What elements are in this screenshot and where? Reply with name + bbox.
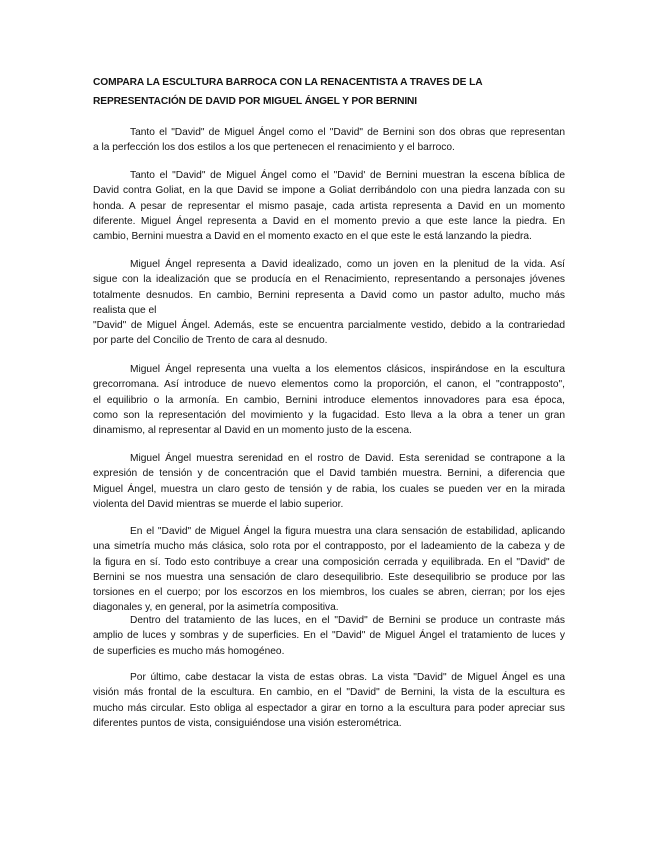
paragraph-line: diagonales y, en general, por la asimetría compositiva. [93,602,339,614]
paragraph-line: Tanto el "David" de Miguel Ángel como el "David" de Bernini son dos obras que representan [130,127,565,138]
paragraph-line: totalmente desnudos. En cambio, Bernini representa a David como un pastor adulto, mucho más [93,289,565,301]
paragraph-line: realista que el [93,304,157,316]
paragraph-line: una simetría mucho más clásica, solo rota por el contrapposto, por el ladeamiento de la cabeza y de [93,541,565,553]
paragraph-view [93,670,565,731]
paragraph-line: sigue con la idealización que se producía en el Renacimiento, representando a personajes jóvenes [93,274,565,286]
paragraph-idealization [93,257,565,349]
paragraph-intro [93,125,565,156]
paragraph-line: En el "David" de Miguel Ángel la figura muestra una clara sensación de estabilidad, aplicando [130,526,565,537]
paragraph-light [93,613,565,659]
paragraph-line: dinamismo, al representar al David en un momento justo de la escena. [93,425,412,437]
paragraph-line: torsiones en el cuerpo; por los escorzos en los miembros, los cuales se abren, cierran; por los ejes [93,587,565,599]
document-title: COMPARA LA ESCULTURA BARROCA CON LA RENACENTISTA A TRAVES DE LA REPRESENTACIÓN DE DAVID POR MIGUEL ÁNGEL Y POR BERNINI [93,77,483,107]
paragraph-line: Miguel Ángel muestra serenidad en el rostro de David. Esta serenidad se contrapone a la [130,453,565,464]
paragraph-line: Tanto el "David" de Miguel Ángel como el "David' de Bernini muestran la escena bíblica de [130,170,565,181]
paragraph-classical [93,362,565,438]
paragraph-line: de superficies es mucho más homogéneo. [93,645,285,657]
paragraph-line: diferentes puntos de vista, consiguiéndose una visión esterométrica. [93,717,402,729]
paragraph-line: David contra Goliat, en la que David se impone a Goliat derribándolo con una piedra lanzada con su [93,185,565,197]
paragraph-line: Dentro del tratamiento de las luces, en el "David" de Bernini se produce un contraste más [130,615,565,626]
paragraph-line: diferente. Miguel Ángel representa a David en el momento previo a que este lance la piedra. En [93,215,565,227]
paragraph-line: como son la representación del movimiento y la fugacidad. Esto lleva a la obra a tener un gran [93,409,565,421]
paragraph-line: violenta del David mientras se muerde el labio superior. [93,498,344,510]
paragraph-expression [93,451,565,512]
paragraph-line: grecorromana. Así introduce de nuevo elementos como la proporción, el canon, el "contrapposto", [93,379,565,391]
paragraph-scene [93,168,565,244]
paragraph-composition [93,524,565,616]
paragraph-line: Bernini se nos muestra una sensación de claro desequilibrio. Este desequilibrio se produce por las [93,571,565,583]
paragraph-line: expresión de tensión y de concentración que el David también muestra. Bernini, a diferencia que [93,468,565,480]
paragraph-line: Miguel Ángel representa a David idealizado, como un joven en la plenitud de la vida. Así [130,259,565,270]
paragraph-line: el equilibrio o la armonía. En cambio, Bernini introduce elementos innovadores para esa época, [93,394,565,406]
paragraph-line: por parte del Concilio de Trento de cara al desnudo. [93,335,328,347]
paragraph-line: Miguel Ángel representa una vuelta a los elementos clásicos, inspirándose en la escultura [130,364,565,375]
paragraph-line: visión más frontal de la escultura. En cambio, en el "David" de Bernini, la vista de la escultura es [93,687,565,699]
paragraph-line: Miguel Ángel, muestra un claro gesto de tensión y de rabia, los cuales se pueden ver en la mirada [93,483,565,495]
paragraph-line: amplio de luces y sombras y de superficies. En el "David" de Miguel Ángel el tratamiento de luces y [93,630,565,642]
paragraph-line: Por último, cabe destacar la vista de estas obras. La vista "David" de Miguel Ángel es una [130,672,565,683]
paragraph-line: la figura en sí. Todo esto contribuye a crear una composición cerrada y equilibrada. En el "David" de [93,556,565,568]
paragraph-line: "David" de Miguel Ángel. Además, este se encuentra parcialmente vestido, debido a la contrariedad [93,320,565,332]
paragraph-line: mucho más circular. Esto obliga al espectador a girar en torno a la escultura para poder apreciar sus [93,702,565,714]
paragraph-line: cambio, Bernini muestra a David en el momento exacto en el que este le está lanzando la piedra. [93,231,532,243]
paragraph-line: a la perfección los dos estilos a los que pertenecen el renacimiento y el barroco. [93,142,455,154]
paragraph-line: honda. A pesar de representar el mismo pasaje, cada artista representa a David en un momento [93,200,565,212]
